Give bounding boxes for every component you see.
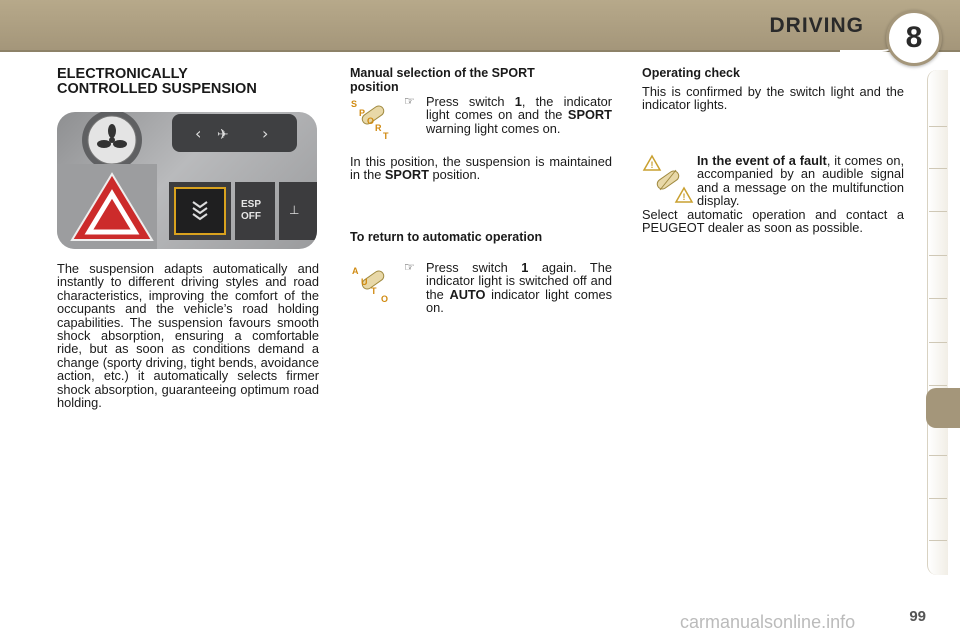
tab-divider [929,298,947,299]
fault-block [697,154,904,208]
tab-divider [929,455,947,456]
operating-check-text: This is confirmed by the switch light and the indicator lights. [642,83,904,112]
page-number: 99 [909,608,926,625]
middle-column [350,67,612,94]
sport-instruction-text: Press switch 1, the indicator light comes on and the SPORT warning light comes on. [426,94,612,136]
sport-heading [350,67,612,94]
esp-label: ESP [241,199,262,210]
pointing-hand-icon: ☞ [404,260,415,274]
tab-divider [929,498,947,499]
chapter-number: 8 [905,21,923,54]
tab-divider [929,211,947,212]
auto-letter: A [352,266,359,276]
section-heading [57,67,319,97]
auto-heading-block [350,231,612,245]
auto-heading: To return to automatic operation [350,230,543,244]
chapter-tab-active[interactable] [926,388,960,428]
dashboard-photo-illustration [57,112,317,249]
chapter-number-badge [886,10,942,66]
fault-warning-icon [642,154,694,206]
auto-instruction [404,261,612,315]
fault-action-block [642,208,904,235]
tab-divider [929,126,947,127]
auto-letter: U [361,277,368,287]
auto-instruction-text: Press switch 1 again. The indicator light is switched off and the AUTO indicator light comes on. [426,260,612,316]
sport-heading-line: Manual selection of the SPORT [350,66,535,80]
fault-action-text: Select automatic operation and contact a PEUGEOT dealer as soon as possible. [642,207,904,236]
sport-instruction [404,95,612,135]
suspension-description: The suspension adapts automatically and instantly to different driving styles and road characteristics, improving the comfort of the occupants and the vehicle’s road holding capabilities. The suspension favours smooth shock absorption, ensuring a comfortable ride, but as soon as conditions demand a change (sporty driving, tight bends, avoidance action, etc.) it automatically selects firmer shock absorption, guaranteeing optimum road holding. [57,261,319,411]
sport-position-text: In this position, the suspension is maintained in the SPORT position. [350,154,612,183]
right-column [642,67,904,111]
svg-text:✈: ✈ [217,127,229,143]
tab-divider [929,168,947,169]
auto-letter: O [381,294,389,304]
tab-divider [929,385,947,386]
auto-indicator-icon [347,262,399,304]
svg-text:!: ! [682,192,686,202]
operating-check-heading: Operating check [642,66,740,80]
sport-indicator-icon [347,96,399,140]
sport-letter: T [383,131,389,140]
tab-divider [929,342,947,343]
tab-divider [929,540,947,541]
svg-text:!: ! [650,160,654,170]
svg-text:‹: ‹ [195,124,202,143]
left-column [57,67,319,97]
section-heading-line: ELECTRONICALLY [57,66,188,82]
auto-letter: T [371,286,377,296]
section-heading-line: CONTROLLED SUSPENSION [57,81,257,97]
page-header [0,0,960,52]
tab-divider [929,255,947,256]
sport-letter: S [351,99,358,109]
sport-position-note [350,155,612,182]
left-body-column [57,262,319,409]
sport-letter: O [367,116,375,126]
watermark: carmanualsonline.info [680,612,856,632]
chapter-tab-rail [927,70,948,575]
sport-heading-line: position [350,79,399,94]
fault-text: In the event of a fault, it comes on, accompanied by an audible signal and a message on the multifunction display. [697,153,905,209]
pointing-hand-icon: ☞ [404,94,415,108]
svg-text:⊥: ⊥ [289,203,300,217]
dashboard-switch-photo [57,112,317,249]
sport-letter: P [359,108,366,118]
chapter-title: DRIVING [769,14,864,37]
svg-text:›: › [262,124,269,143]
sport-letter: R [375,123,382,133]
off-label: OFF [241,211,261,222]
